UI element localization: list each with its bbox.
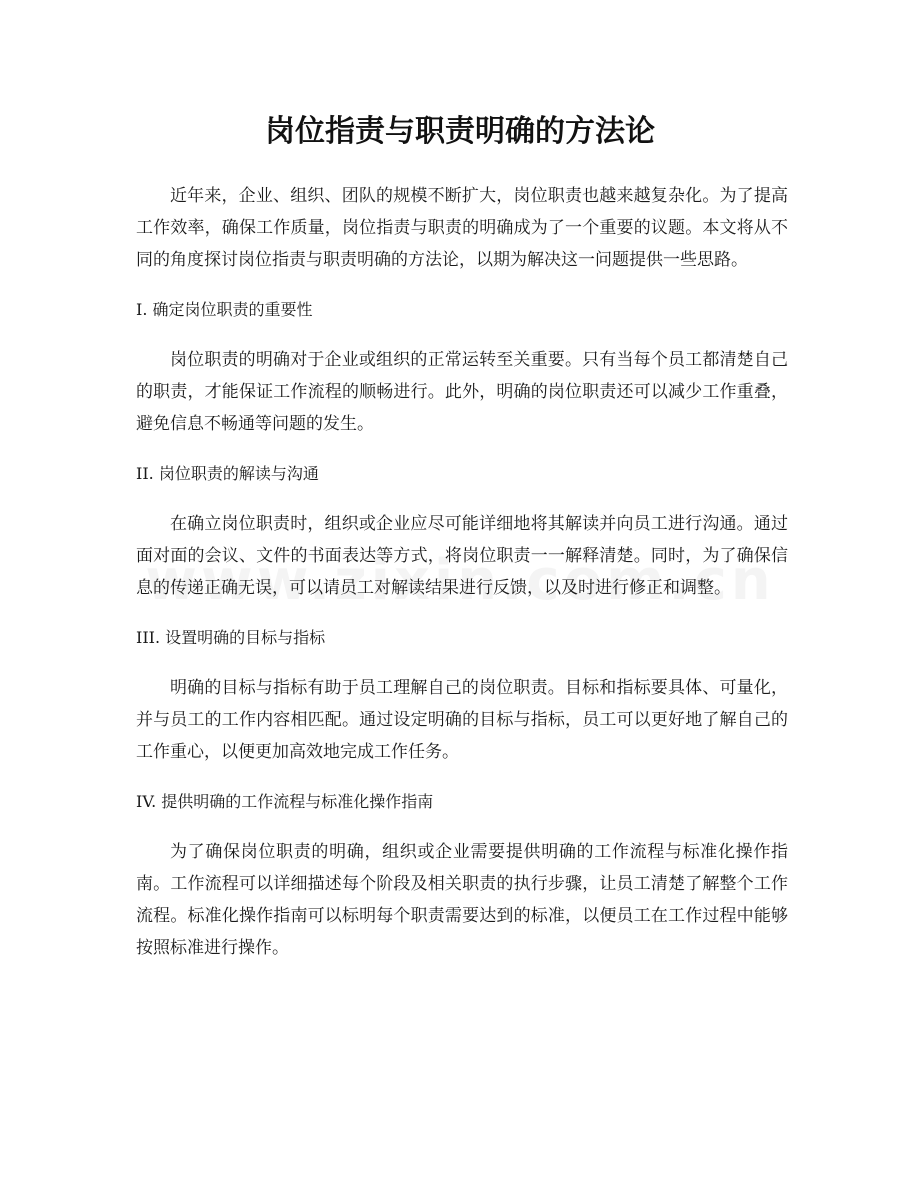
section-heading-1: I. 确定岗位职责的重要性 (136, 300, 313, 319)
document-title: 岗位指责与职责明确的方法论 (265, 114, 655, 149)
document-body (136, 180, 788, 982)
intro-paragraph: 近年来，企业、组织、团队的规模不断扩大，岗位职责也越来越复杂化。为了提高工作效率，确保工作质量，岗位指责与职责的明确成为了一个重要的议题。本文将从不同的角度探讨岗位指责与职责明确的方法论，以期为解决这一问题提供一些思路。 (136, 186, 788, 270)
section-heading-4: IV. 提供明确的工作流程与标准化操作指南 (136, 792, 434, 811)
section-body-1: 岗位职责的明确对于企业或组织的正常运转至关重要。只有当每个员工都清楚自己的职责，才能保证工作流程的顺畅进行。此外，明确的岗位职责还可以减少工作重叠，避免信息不畅通等问题的发生。 (136, 350, 788, 434)
section-heading-2: II. 岗位职责的解读与沟通 (136, 464, 319, 483)
section-heading-3: III. 设置明确的目标与指标 (136, 628, 326, 647)
section-body-2: 在确立岗位职责时，组织或企业应尽可能详细地将其解读并向员工进行沟通。通过面对面的会议、文件的书面表达等方式，将岗位职责一一解释清楚。同时，为了确保信息的传递正确无误，可以请员工对解读结果进行反馈，以及时进行修正和调整。 (136, 514, 788, 598)
section-body-4: 为了确保岗位职责的明确，组织或企业需要提供明确的工作流程与标准化操作指南。工作流程可以详细描述每个阶段及相关职责的执行步骤，让员工清楚了解整个工作流程。标准化操作指南可以标明每个职责需要达到的标准，以便员工在工作过程中能够按照标准进行操作。 (136, 842, 788, 958)
section-body-3: 明确的目标与指标有助于员工理解自己的岗位职责。目标和指标要具体、可量化，并与员工的工作内容相匹配。通过设定明确的目标与指标，员工可以更好地了解自己的工作重心，以便更加高效地完成工作任务。 (136, 678, 788, 762)
